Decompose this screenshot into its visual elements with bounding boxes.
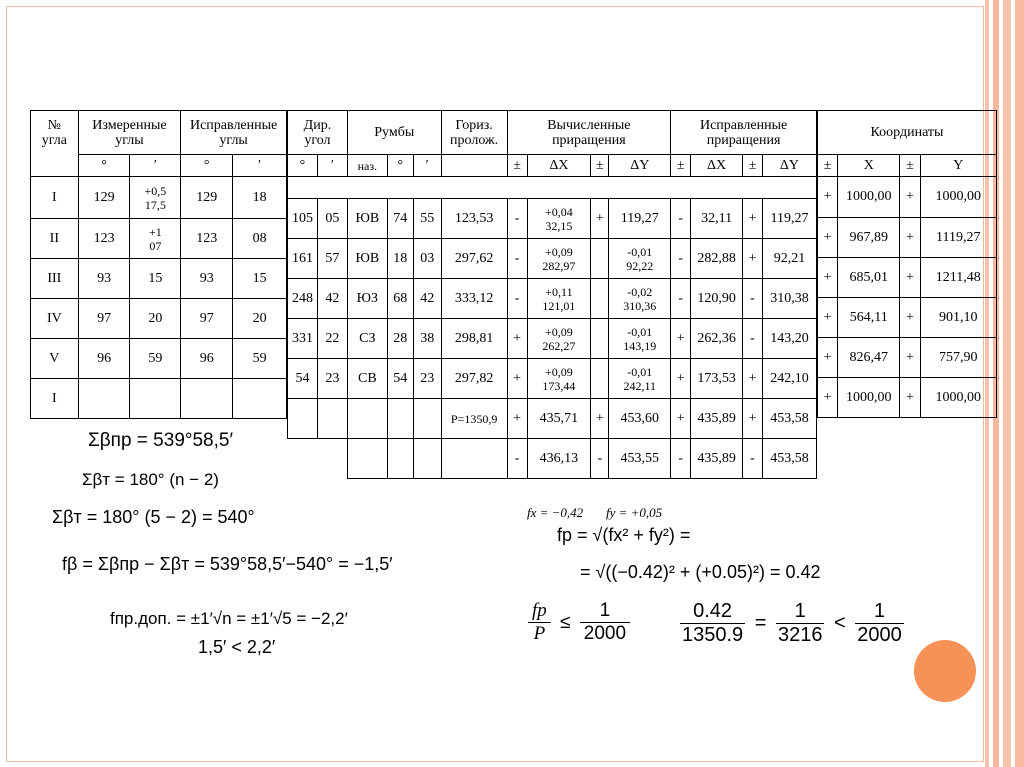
col-calc-increments: Вычисленные приращения	[507, 111, 671, 155]
col-horiz: Гориз. пролож.	[441, 111, 507, 155]
right-stripe-3	[1003, 0, 1011, 767]
formula-compare: 1,5′ < 2,2′	[198, 637, 276, 657]
min-symbol: ′	[233, 155, 287, 177]
table-row: V 96 59 96 59	[31, 339, 287, 379]
table-row: + 564,11 + 901,10	[818, 298, 997, 338]
formula-angular-misclosure: fβ = Σβпр − Σβт = 539°58,5′−540° = −1,5′	[62, 554, 393, 574]
table-row: III 93 15 93 15	[31, 259, 287, 299]
table-row: + 685,01 + 1211,48	[818, 258, 997, 298]
col-no: № угла	[31, 111, 79, 155]
table-row: 248 42 ЮЗ 68 42 333,12 - +0,11 121,01 -0,02 310,36 - 120,90 - 310,38	[288, 279, 817, 319]
increments-table: Дир. угол Румбы Гориз. пролож. Вычисленные приращения Исправленные приращения ° ′ наз. ° ′ ± ΔX ± ΔY ± ΔX ± ΔY 105 05 ЮВ 74 55 123,53 - +0,04 32,15 + 119,27 - 32,11 + 119,27 161 57 ЮВ 18 03 297,62 - +0,09 282,97 -0,01 92,22 - 282,88 + 92,21 248 42 ЮЗ 68 42 333,12 - +0,11 121,01 -0,02 310,36 - 120,90 - 310,38 331 22 СЗ 28 38 298,81 + +0,09 262,27 -0,01 143,19 + 262,36 - 143,20 54 23 СВ 54 23 297,82 + +0,09 173,44 -0,01 242,11 + 173,53 + 242,10 P=1350,9 + 435,71 + 453,60 + 435,89 + 453,58 - 436,13 - 453,55 - 435,89 - 453,58	[287, 110, 817, 479]
formula-fy: fy = +0,05	[606, 505, 663, 520]
deg-symbol: °	[78, 155, 130, 177]
table-row: IV 97 20 97 20	[31, 299, 287, 339]
fraction-relative-result: $\frac{0.42}{1350.9}$ = $\frac{1}{3216}$ < $\frac{1}{2000}$	[682, 600, 902, 646]
deg-symbol: °	[181, 155, 233, 177]
formula-sum-theoretical-value: Σβт = 180° (5 − 2) = 540°	[52, 507, 255, 527]
table-row: 54 23 СВ 54 23 297,82 + +0,09 173,44 -0,01 242,11 + 173,53 + 242,10	[288, 359, 817, 399]
col-rumb: Румбы	[347, 111, 441, 155]
sum-row: - 436,13 - 453,55 - 435,89 - 453,58	[288, 439, 817, 479]
formula-linear-misclosure-value: = √((−0.42)² + (+0.05)²) = 0.42	[580, 562, 821, 582]
col-coordinates: Координаты	[818, 111, 997, 155]
table-row: + 967,89 + 1119,27	[818, 218, 997, 258]
formula-linear-misclosure: fp = √(fx² + fy²) =	[557, 525, 691, 545]
table-row: 105 05 ЮВ 74 55 123,53 - +0,04 32,15 + 119,27 - 32,11 + 119,27	[288, 199, 817, 239]
table-row: + 1000,00 + 1000,00	[818, 177, 997, 218]
formula-sum-theoretical: Σβт = 180° (n − 2)	[82, 470, 219, 489]
formula-sum-measured: Σβпр = 539°58,5′	[88, 430, 234, 451]
table-row: + 1000,00 + 1000,00	[818, 378, 997, 418]
angles-table	[30, 110, 287, 419]
col-corr-increments: Исправленные приращения	[671, 111, 817, 155]
table-row: I	[31, 379, 287, 419]
coordinates-table: Координаты ± X ± Y + 1000,00 + 1000,00 + 967,89 + 1119,27 + 685,01 + 1211,48 + 564,11 + 901,10 + 826,47 + 757,90 + 1000,00 + 1000,00	[817, 110, 997, 418]
col-measured: Измеренные углы	[78, 111, 181, 155]
formula-allowed-misclosure: fпр.доп. = ±1′√n = ±1′√5 = −2,2′	[110, 609, 348, 628]
decorative-dot	[914, 640, 976, 702]
table-row: 161 57 ЮВ 18 03 297,62 - +0,09 282,97 -0,01 92,22 - 282,88 + 92,21	[288, 239, 817, 279]
table-row: I 129 +0,5 17,5 129 18	[31, 177, 287, 219]
fraction-relative-check: $\frac{fp}{P}$ ≤ $\frac{1}{2000}$	[528, 600, 630, 645]
col-corrected: Исправленные углы	[181, 111, 287, 155]
right-stripe-4	[1015, 0, 1024, 767]
min-symbol: ′	[130, 155, 181, 177]
col-dir-angle: Дир. угол	[288, 111, 348, 155]
formula-fx: fx = −0,42	[527, 505, 584, 520]
table-row: II 123 +1 07 123 08	[31, 219, 287, 259]
sum-row: P=1350,9 + 435,71 + 453,60 + 435,89 + 453,58	[288, 399, 817, 439]
table-row: 331 22 СЗ 28 38 298,81 + +0,09 262,27 -0,01 143,19 + 262,36 - 143,20	[288, 319, 817, 359]
table-row: + 826,47 + 757,90	[818, 338, 997, 378]
